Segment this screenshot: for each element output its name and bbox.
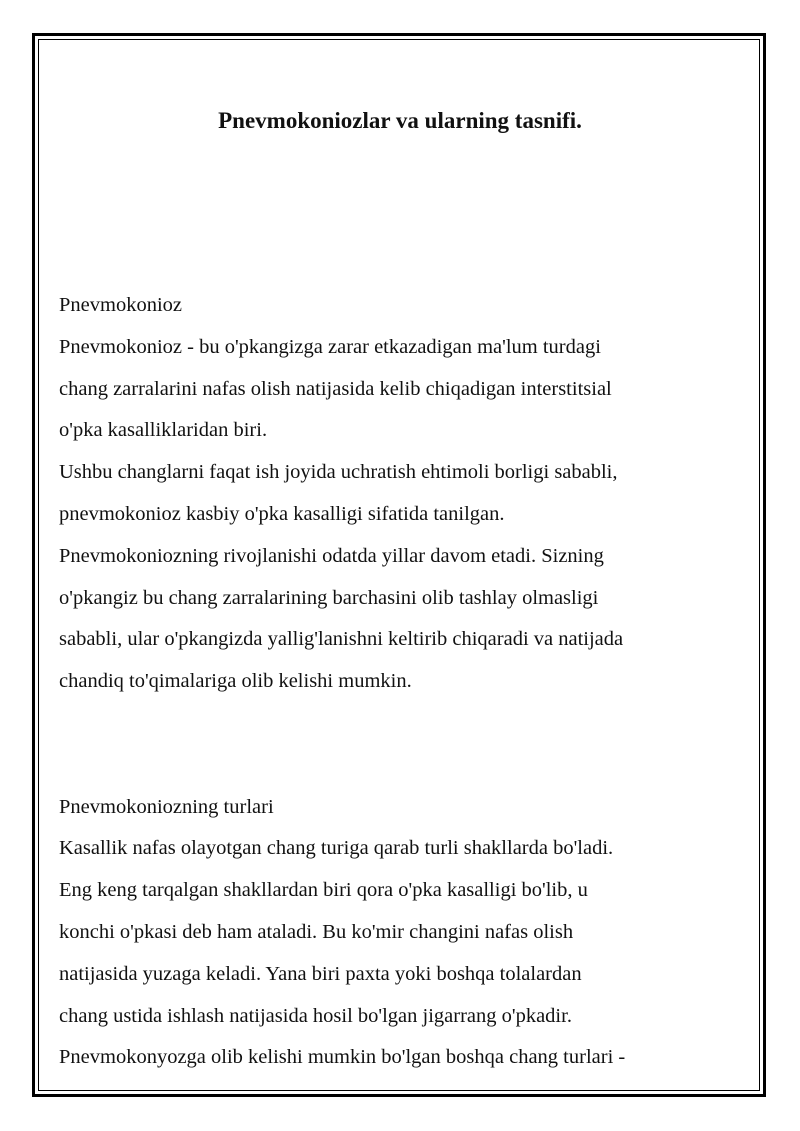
section-heading: Pnevmokonioz	[59, 294, 182, 316]
text-line: o'pkangiz bu chang zarralarining barchasini olib tashlay olmasligi	[59, 586, 599, 609]
text-line: pnevmokonioz kasbiy o'pka kasalligi sifatida tanilgan.	[59, 502, 505, 525]
section-heading-pnevmokonioz	[59, 285, 749, 327]
text-line: Pnevmokonyozga olib kelishi mumkin bo'lgan boshqa chang turlari -	[59, 1046, 626, 1069]
text-line: o'pka kasalliklaridan biri.	[59, 419, 268, 442]
text-line: Kasallik nafas olayotgan chang turiga qarab turli shakllarda bo'ladi.	[59, 837, 614, 860]
text-line: chandiq to'qimalariga olib kelishi mumkin.	[59, 670, 412, 693]
text-line: Pnevmokonioz - bu o'pkangizga zarar etkazadigan ma'lum turdagi	[59, 335, 601, 358]
text-line: chang zarralarini nafas olish natijasida kelib chiqadigan interstitsial	[59, 377, 612, 400]
text-line: sababli, ular o'pkangizda yallig'lanishni keltirib chiqaradi va natijada	[59, 628, 624, 651]
section-spacer	[59, 745, 749, 787]
document-body	[59, 285, 749, 1079]
section-heading: Pnevmokoniozning turlari	[59, 795, 274, 818]
section-paragraph	[59, 327, 749, 703]
text-line: Ushbu changlarni faqat ish joyida uchratish ehtimoli borligi sababli,	[59, 461, 618, 484]
text-line: natijasida yuzaga keladi. Yana biri paxta yoki boshqa tolalardan	[59, 962, 582, 985]
section-heading-turlari	[59, 787, 749, 829]
text-line: Pnevmokoniozning rivojlanishi odatda yillar davom etadi. Sizning	[59, 544, 604, 567]
section-spacer	[59, 703, 749, 745]
text-line: chang ustida ishlash natijasida hosil bo'lgan jigarrang o'pkadir.	[59, 1004, 572, 1027]
document-title: Pnevmokoniozlar va ularning tasnifi.	[218, 108, 582, 133]
section-paragraph	[59, 828, 749, 1079]
text-line: Eng keng tarqalgan shakllardan biri qora o'pka kasalligi bo'lib, u	[59, 879, 588, 902]
text-line: konchi o'pkasi deb ham ataladi. Bu ko'mir changini nafas olish	[59, 920, 574, 943]
